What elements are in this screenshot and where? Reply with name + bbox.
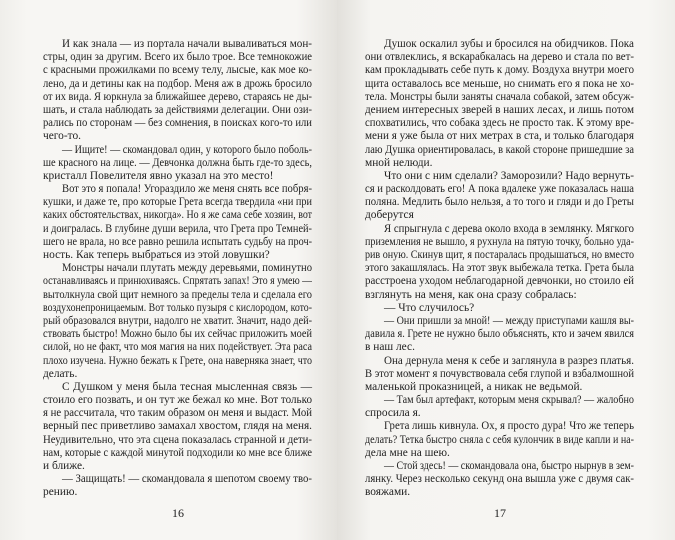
- line-text: Что они с ним сделали? Заморозили? Надо вернуть-: [384, 169, 634, 182]
- line-text: делать? Тетка быстро сняла с себя кулончик в виде капли и на-: [365, 433, 634, 446]
- line-text: ся и расколдовать его! А пока вдалеке уже показалась наша: [365, 183, 634, 196]
- text-line: [365, 447, 634, 460]
- line-text: И как знала — из портала начали вываливаться мон-: [62, 38, 312, 50]
- left-page-text: [43, 38, 312, 500]
- text-line: [365, 51, 634, 64]
- line-text: маленькой проказницей, а никак не ведьмой.: [365, 380, 583, 393]
- text-line: [365, 341, 634, 354]
- text-line: [365, 355, 634, 368]
- text-line: [365, 38, 634, 51]
- text-line: [43, 407, 312, 420]
- text-line: [365, 209, 634, 222]
- text-line: [365, 407, 634, 420]
- text-line: [365, 91, 634, 104]
- text-line: [365, 368, 634, 381]
- line-text: плохо изучена. Нужно бежать к Грете, она наверняка знает, что: [43, 354, 312, 367]
- line-text: С Душком у меня была тесная мысленная связь —: [62, 380, 312, 393]
- text-line: [43, 315, 312, 328]
- text-line: [43, 355, 312, 368]
- text-line: [43, 51, 312, 64]
- line-text: рый образовался внутри, надолго не хватит. Значит, надо дей-: [43, 314, 312, 327]
- line-text: — Ищите! — скомандовал один, у которого было поболь-: [62, 143, 312, 156]
- text-line: [43, 144, 312, 157]
- text-line: [365, 183, 634, 196]
- line-text: — Защищать! — скомандовала я шепотом своему тво-: [62, 473, 312, 486]
- text-line: [43, 91, 312, 104]
- text-line: [365, 289, 634, 302]
- text-line: [43, 64, 312, 77]
- text-line: [365, 117, 634, 130]
- text-line: [43, 262, 312, 275]
- text-line: [365, 315, 634, 328]
- text-line: [365, 381, 634, 394]
- line-text: шего не врала, но все равно решила испытать судьбу на проч-: [43, 235, 312, 248]
- line-text: рению.: [43, 486, 78, 499]
- text-line: [43, 368, 312, 381]
- line-text: лаю Душка ориентировалась, в какой стороне пришедшие за: [365, 143, 634, 156]
- line-text: стры, один за другим. Всего их было трое. Все темнокожие: [43, 51, 312, 64]
- line-text: — Стой здесь! — скомандовала она, быстро нырнув в зем-: [384, 460, 634, 472]
- line-text: спохватились, что собака здесь не просто так. К этому вре-: [365, 117, 634, 130]
- line-text: щита оставалось все меньше, но снимать его я пока не хо-: [365, 77, 634, 90]
- right-page: [337, 0, 675, 540]
- line-text: чего-то.: [43, 130, 82, 143]
- line-text: Душок оскалил зубы и бросился на обидчиков. Пока: [384, 38, 634, 50]
- text-line: [365, 473, 634, 486]
- line-text: от их вида. Я юркнула за ближайшее дерево, стараясь не ды-: [43, 90, 312, 103]
- line-text: делать.: [43, 367, 78, 380]
- line-text: тела. Монстры были заняты сначала собакой, затем обсуж-: [365, 90, 634, 103]
- text-line: [43, 249, 312, 262]
- text-line: [365, 302, 634, 315]
- text-line: [365, 104, 634, 117]
- line-text: кам прокладывать себе путь к дому. Воздуха внутри моего: [365, 64, 634, 77]
- text-line: [365, 486, 634, 499]
- line-text: — Они пришли за мной! — между приступами кашля вы-: [384, 314, 634, 327]
- line-text: кушки, и даже те, про которые Грета всегда твердила «ни при: [43, 196, 312, 209]
- page-number-right: 17: [494, 506, 506, 520]
- line-text: в наш лес.: [365, 341, 415, 354]
- line-text: ность. Как теперь выбраться из этой ловушки?: [43, 249, 270, 261]
- line-text: Вот это я попала! Угораздило же меня снять все побря-: [62, 183, 312, 196]
- line-text: вояжами.: [365, 486, 411, 499]
- line-text: шать, и стала наблюдать за действиями делегации. Они ози-: [43, 103, 312, 116]
- text-line: [43, 170, 312, 183]
- text-line: [43, 447, 312, 460]
- text-line: [365, 236, 634, 249]
- line-text: приземления не вышло, я рухнула на пятую точку, больно уда-: [365, 235, 634, 248]
- line-text: с красными прожилками по всему телу, лысые, как мое ко-: [43, 64, 312, 77]
- line-text: расстроена уходом неблагодарной девчонки, но стоило ей: [365, 275, 634, 288]
- line-text: и ближе.: [43, 460, 85, 472]
- line-text: Я спрыгнула с дерева около входа в землянку. Мягкого: [384, 222, 634, 235]
- text-line: [365, 394, 634, 407]
- text-line: [365, 170, 634, 183]
- line-text: они отвлеклись, я вскарабкалась на дерево и стала по вет-: [365, 51, 634, 64]
- text-line: [43, 157, 312, 170]
- line-text: В этот момент я почувствовала себя глупой и взбалмошной: [365, 367, 634, 380]
- line-text: лено, да и детины как на подбор. Меня аж в дрожь бросило: [43, 77, 312, 90]
- text-line: [43, 196, 312, 209]
- text-line: [43, 486, 312, 499]
- text-line: [43, 434, 312, 447]
- line-text: останавливаясь и принюхиваясь. Спрятать запах! Это я умею —: [43, 275, 312, 288]
- text-line: [43, 130, 312, 143]
- line-text: Грета лишь кивнула. Ох, я просто дура! Что же теперь: [384, 420, 634, 433]
- right-page-text: [365, 38, 634, 500]
- line-text: Монстры начали плутать между деревьями, поминутно: [62, 262, 312, 275]
- left-page: [0, 0, 337, 540]
- text-line: [365, 223, 634, 236]
- line-text: и доигралась. В глубине души верила, что Грета про Темней-: [43, 222, 312, 235]
- text-line: [365, 420, 634, 433]
- text-line: [365, 434, 634, 447]
- line-text: этого закашлялась. На этот звук выбежала тетка. Грета была: [365, 262, 634, 275]
- line-text: стоило его позвать, и он тут же бежал ко мне. Вот только: [43, 394, 312, 407]
- line-text: каких обстоятельствах, никогда». Но я же сама себе хозяин, вот: [43, 209, 312, 222]
- text-line: [43, 460, 312, 473]
- text-line: [365, 460, 634, 473]
- line-text: — Что случилось?: [384, 301, 475, 314]
- line-text: спросила я.: [365, 407, 421, 420]
- line-text: доберутся: [365, 209, 414, 222]
- text-line: [43, 223, 312, 236]
- line-text: ше красного на лице. — Девчонка должна быть где-то здесь,: [43, 156, 312, 169]
- line-text: дела мне на шею.: [365, 446, 450, 459]
- page-number-left: 16: [172, 506, 184, 520]
- line-text: рив оную. Скинув щит, я постаралась продышаться, но вместо: [365, 249, 634, 261]
- line-text: кристалл Повелителя явно указал на это место!: [43, 169, 274, 182]
- line-text: силой, но не факт, что моя магия на них подействует. Эта раса: [43, 341, 312, 354]
- line-text: поляна. Медлить было нельзя, а то того и гляди и до Греты: [365, 196, 634, 209]
- line-text: Неудивительно, что эта сцена показалась странной и дети-: [43, 433, 312, 446]
- text-line: [365, 157, 634, 170]
- text-line: [365, 78, 634, 91]
- text-line: [43, 381, 312, 394]
- text-line: [365, 64, 634, 77]
- line-text: мени я уже была от них метрах в ста, и только благодаря: [365, 130, 634, 143]
- text-line: [43, 236, 312, 249]
- text-line: [43, 209, 312, 222]
- text-line: [43, 78, 312, 91]
- line-text: вытолкнула свой щит немного за пределы тела и сделала его: [43, 288, 312, 301]
- text-line: [365, 196, 634, 209]
- text-line: [365, 275, 634, 288]
- text-line: [365, 144, 634, 157]
- line-text: — Там был артефакт, которым меня скрывал? — жалобно: [384, 394, 634, 407]
- text-line: [43, 473, 312, 486]
- line-text: мной нелюди.: [365, 156, 433, 169]
- text-line: [43, 341, 312, 354]
- line-text: верный пес приветливо замахал хвостом, глядя на меня.: [43, 420, 312, 433]
- text-line: [43, 328, 312, 341]
- text-line: [365, 249, 634, 262]
- text-line: [43, 394, 312, 407]
- line-text: давила я. Грете не нужно было объяснять, кто и зачем явился: [365, 328, 634, 341]
- line-text: рались по сторонам — без сомнения, в поисках кого-то или: [43, 117, 312, 130]
- text-line: [365, 328, 634, 341]
- line-text: лянку. Через несколько секунд она вышла уже с двумя сак-: [365, 473, 634, 486]
- line-text: ствовать быстро! Можно было бы их сейчас приложить моей: [43, 328, 312, 341]
- line-text: дением интересных зверей в наших лесах, и лишь потом: [365, 103, 634, 116]
- text-line: [43, 183, 312, 196]
- line-text: Она дернула меня к себе и заглянула в разрез платья.: [384, 354, 634, 367]
- text-line: [43, 420, 312, 433]
- line-text: воздухонепроницаемым. Вот только пузыря с кислородом, кото-: [43, 301, 312, 314]
- text-line: [365, 130, 634, 143]
- text-line: [43, 289, 312, 302]
- line-text: я не рассчитала, что таким образом он меня и выдаст. Мой: [43, 407, 312, 420]
- text-line: [365, 262, 634, 275]
- text-line: [43, 104, 312, 117]
- text-line: [43, 38, 312, 51]
- line-text: взглянуть на меня, как она сразу собралась:: [365, 288, 577, 301]
- text-line: [43, 275, 312, 288]
- line-text: нам, которые с каждой минутой подходили ко мне все ближе: [43, 446, 312, 459]
- text-line: [43, 117, 312, 130]
- text-line: [43, 302, 312, 315]
